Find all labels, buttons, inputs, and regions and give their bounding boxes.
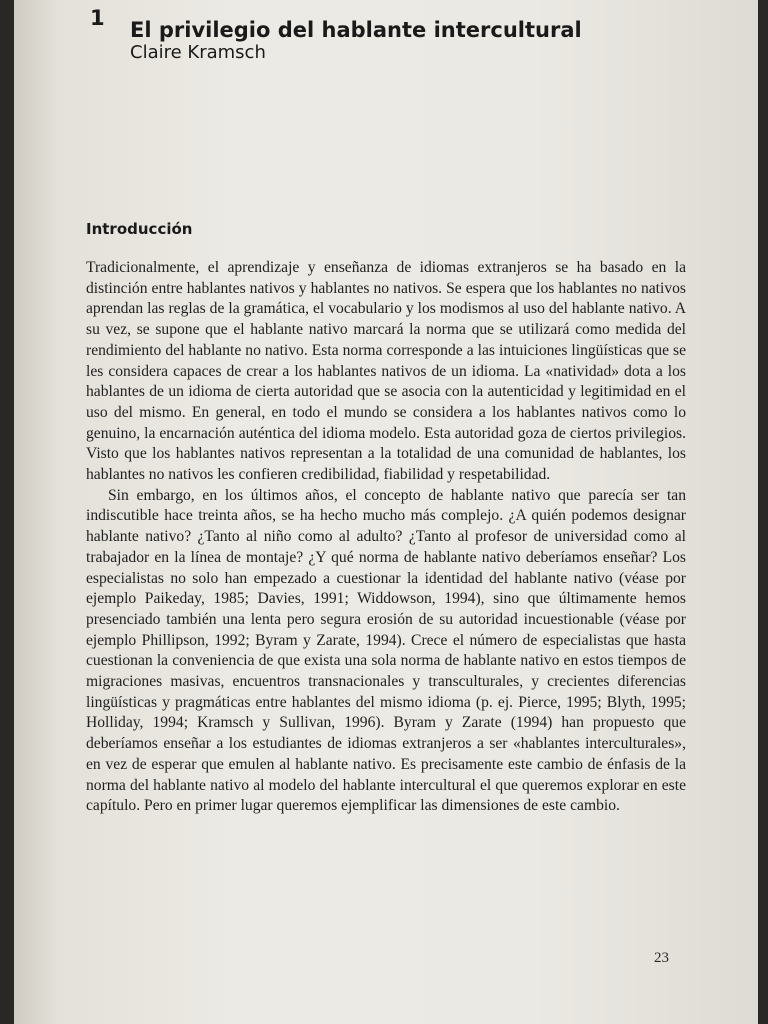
book-page (14, 0, 758, 1024)
section-heading: Introducción (86, 220, 193, 238)
paragraph-2: Sin embargo, en los últimos años, el concepto de hablante nativo que parecía ser tan indiscutible hace treinta años, se ha hecho mucho más complejo. ¿A quién podemos designar hablante nativo? ¿Tanto al niño como al adulto? ¿Tanto al profesor de universidad como al trabajador en la línea de montaje? ¿Y qué norma de hablante nativo deberíamos enseñar? Los especialistas no solo han empezado a cuestionar la identidad del hablante nativo (véase por ejemplo Paikeday, 1985; Davies, 1991; Widdowson, 1994), sino que últimamente hemos presenciado también una lenta pero segura erosión de su autoridad incuestionable (véase por ejemplo Phillipson, 1992; Byram y Zarate, 1994). Crece el número de especialistas que hasta cuestionan la conveniencia de que exista una sola norma de hablante nativo en estos tiempos de migraciones masivas, encuentros transnacionales y transculturales, y crecientes diferencias lingüísticas y pragmáticas entre hablantes del mismo idioma (p. ej. Pierce, 1995; Blyth, 1995; Holliday, 1994; Kramsch y Sullivan, 1996). Byram y Zarate (1994) han propuesto que deberíamos enseñar a los estudiantes de idiomas extranjeros a ser «hablantes interculturales», en vez de esperar que emulen al hablante nativo. Es precisamente este cambio de énfasis de la norma del hablante nativo al modelo del hablante intercultural el que queremos explorar en este capítulo. Pero en primer lugar queremos ejemplificar las dimensiones de este cambio. (86, 486, 686, 815)
chapter-title: El privilegio del hablante intercultural (130, 18, 582, 42)
chapter-author: Claire Kramsch (130, 42, 266, 63)
body-text (86, 258, 686, 817)
chapter-number: 1 (90, 6, 105, 30)
page-number: 23 (654, 950, 669, 966)
paragraph-1: Tradicionalmente, el aprendizaje y enseñanza de idiomas extranjeros se ha basado en la distinción entre hablantes nativos y hablantes no nativos. Se espera que los hablantes no nativos aprendan las reglas de la gramática, el vocabulario y los modismos al uso del hablante nativo. A su vez, se supone que el hablante nativo marcará la norma que se utilizará como medida del rendimiento del hablante no nativo. Esta norma corresponde a las intuiciones lingüísticas que se les considera capaces de crear a los hablantes nativos de un idioma. La «natividad» dota a los hablantes de un idioma de cierta autoridad que se asocia con la autenticidad y legitimidad en el uso del mismo. En general, en todo el mundo se considera a los hablantes nativos como lo genuino, la encarnación auténtica del idioma modelo. Esta autoridad goza de ciertos privilegios. Visto que los hablantes nativos representan a la totalidad de una comunidad de hablantes, los hablantes no nativos les confieren credibilidad, fiabilidad y respetabilidad. (86, 259, 686, 484)
